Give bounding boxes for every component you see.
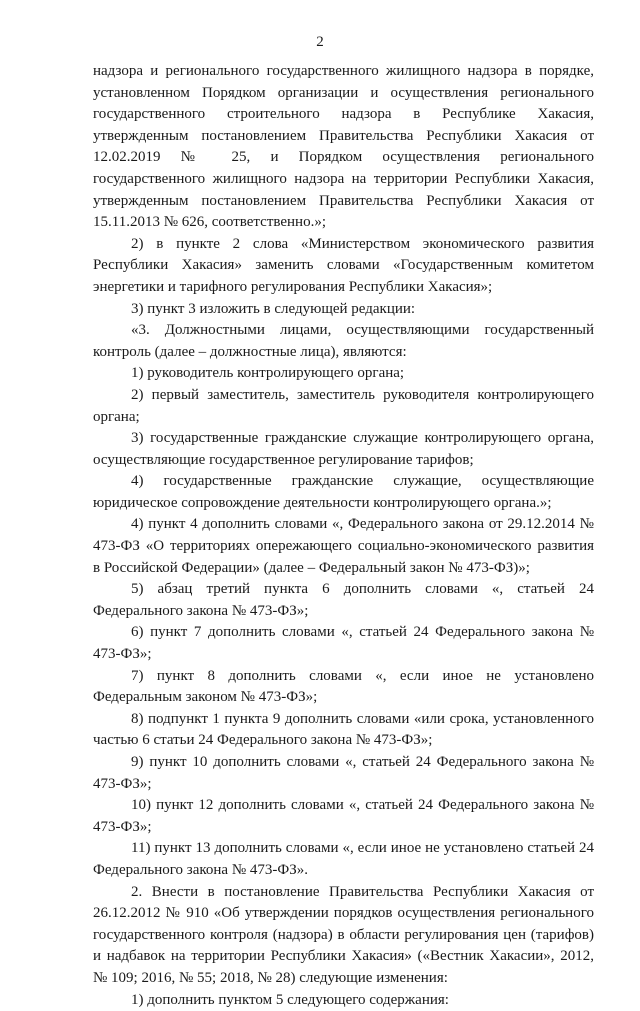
paragraph: 9) пункт 10 дополнить словами «, статьей 24 Федерального закона № 473-ФЗ»;	[93, 754, 594, 792]
paragraph: 11) пункт 13 дополнить словами «, если иное не установлено статьей 24 Федерального закона № 473-ФЗ».	[93, 840, 594, 878]
paragraph: 4) государственные гражданские служащие, осуществляющие юридическое сопровождение деятельности контролирующего органа.»;	[93, 473, 594, 511]
paragraph: 2) в пункте 2 слова «Министерством экономического развития Республики Хакасия» заменить словами «Государственным комитетом энергетики и тарифного регулирования Республики Хакасия»;	[93, 235, 594, 295]
paragraph: 6) пункт 7 дополнить словами «, статьей 24 Федерального закона № 473-ФЗ»;	[93, 624, 594, 663]
paragraph: 3) пункт 3 изложить в следующей редакции:	[131, 300, 416, 317]
paragraph: 8) подпункт 1 пункта 9 дополнить словами «или срока, установленного частью 6 статьи 24 Федерального закона № 473-ФЗ»;	[93, 710, 594, 749]
paragraph-continuation: надзора и регионального государственного жилищного надзора в порядке, установленном Порядком организации и осуществления регионального государственного строительного надзора в Республике Хакасия, утвержденным постановлением Правительства Республики Хакасия от 12.02.2019 № 25, и Порядком осуществления регионального государственного жилищного надзора на территории Республики Хакасия, утвержденным постановлением Правительства Республики Хакасия от 15.11.2013 № 626, соответственно.»;	[93, 63, 594, 231]
paragraph: 7) пункт 8 дополнить словами «, если иное не установлено Федеральным законом № 473-ФЗ»;	[93, 667, 594, 706]
paragraph: 4) пункт 4 дополнить словами «, Федерального закона от 29.12.2014 № 473-ФЗ «О территориях опережающего социально-экономического развития в Российской Федерации» (далее – Федеральный закон № 473-ФЗ)»;	[93, 516, 594, 576]
paragraph: 5) абзац третий пункта 6 дополнить словами «, статьей 24 Федерального закона № 473-ФЗ»;	[93, 581, 594, 619]
paragraph: 10) пункт 12 дополнить словами «, статьей 24 Федерального закона № 473-ФЗ»;	[93, 797, 594, 835]
paragraph: 2) первый заместитель, заместитель руководителя контролирующего органа;	[93, 386, 594, 425]
paragraph: «3. Должностными лицами, осуществляющими государственный контроль (далее – должностные лица), являются:	[93, 322, 594, 360]
paragraph: 1) дополнить пунктом 5 следующего содержания:	[131, 991, 449, 1008]
paragraph: 2. Внести в постановление Правительства Республики Хакасия от 26.12.2012 № 910 «Об утверждении порядков осуществления регионального государственного контроля (надзора) в области регулирования цен (тарифов) и надбавок на территории Республики Хакасия» («Вестник Хакасии», 2012, № 109; 2016, № 55; 2018, № 28) следующие изменения:	[93, 883, 594, 986]
paragraph: 3) государственные гражданские служащие контролирующего органа, осуществляющие государственное регулирование тарифов;	[93, 430, 594, 468]
page-number: 2	[316, 34, 324, 50]
paragraph: 1) руководитель контролирующего органа;	[131, 365, 405, 382]
document-body	[93, 61, 594, 1011]
